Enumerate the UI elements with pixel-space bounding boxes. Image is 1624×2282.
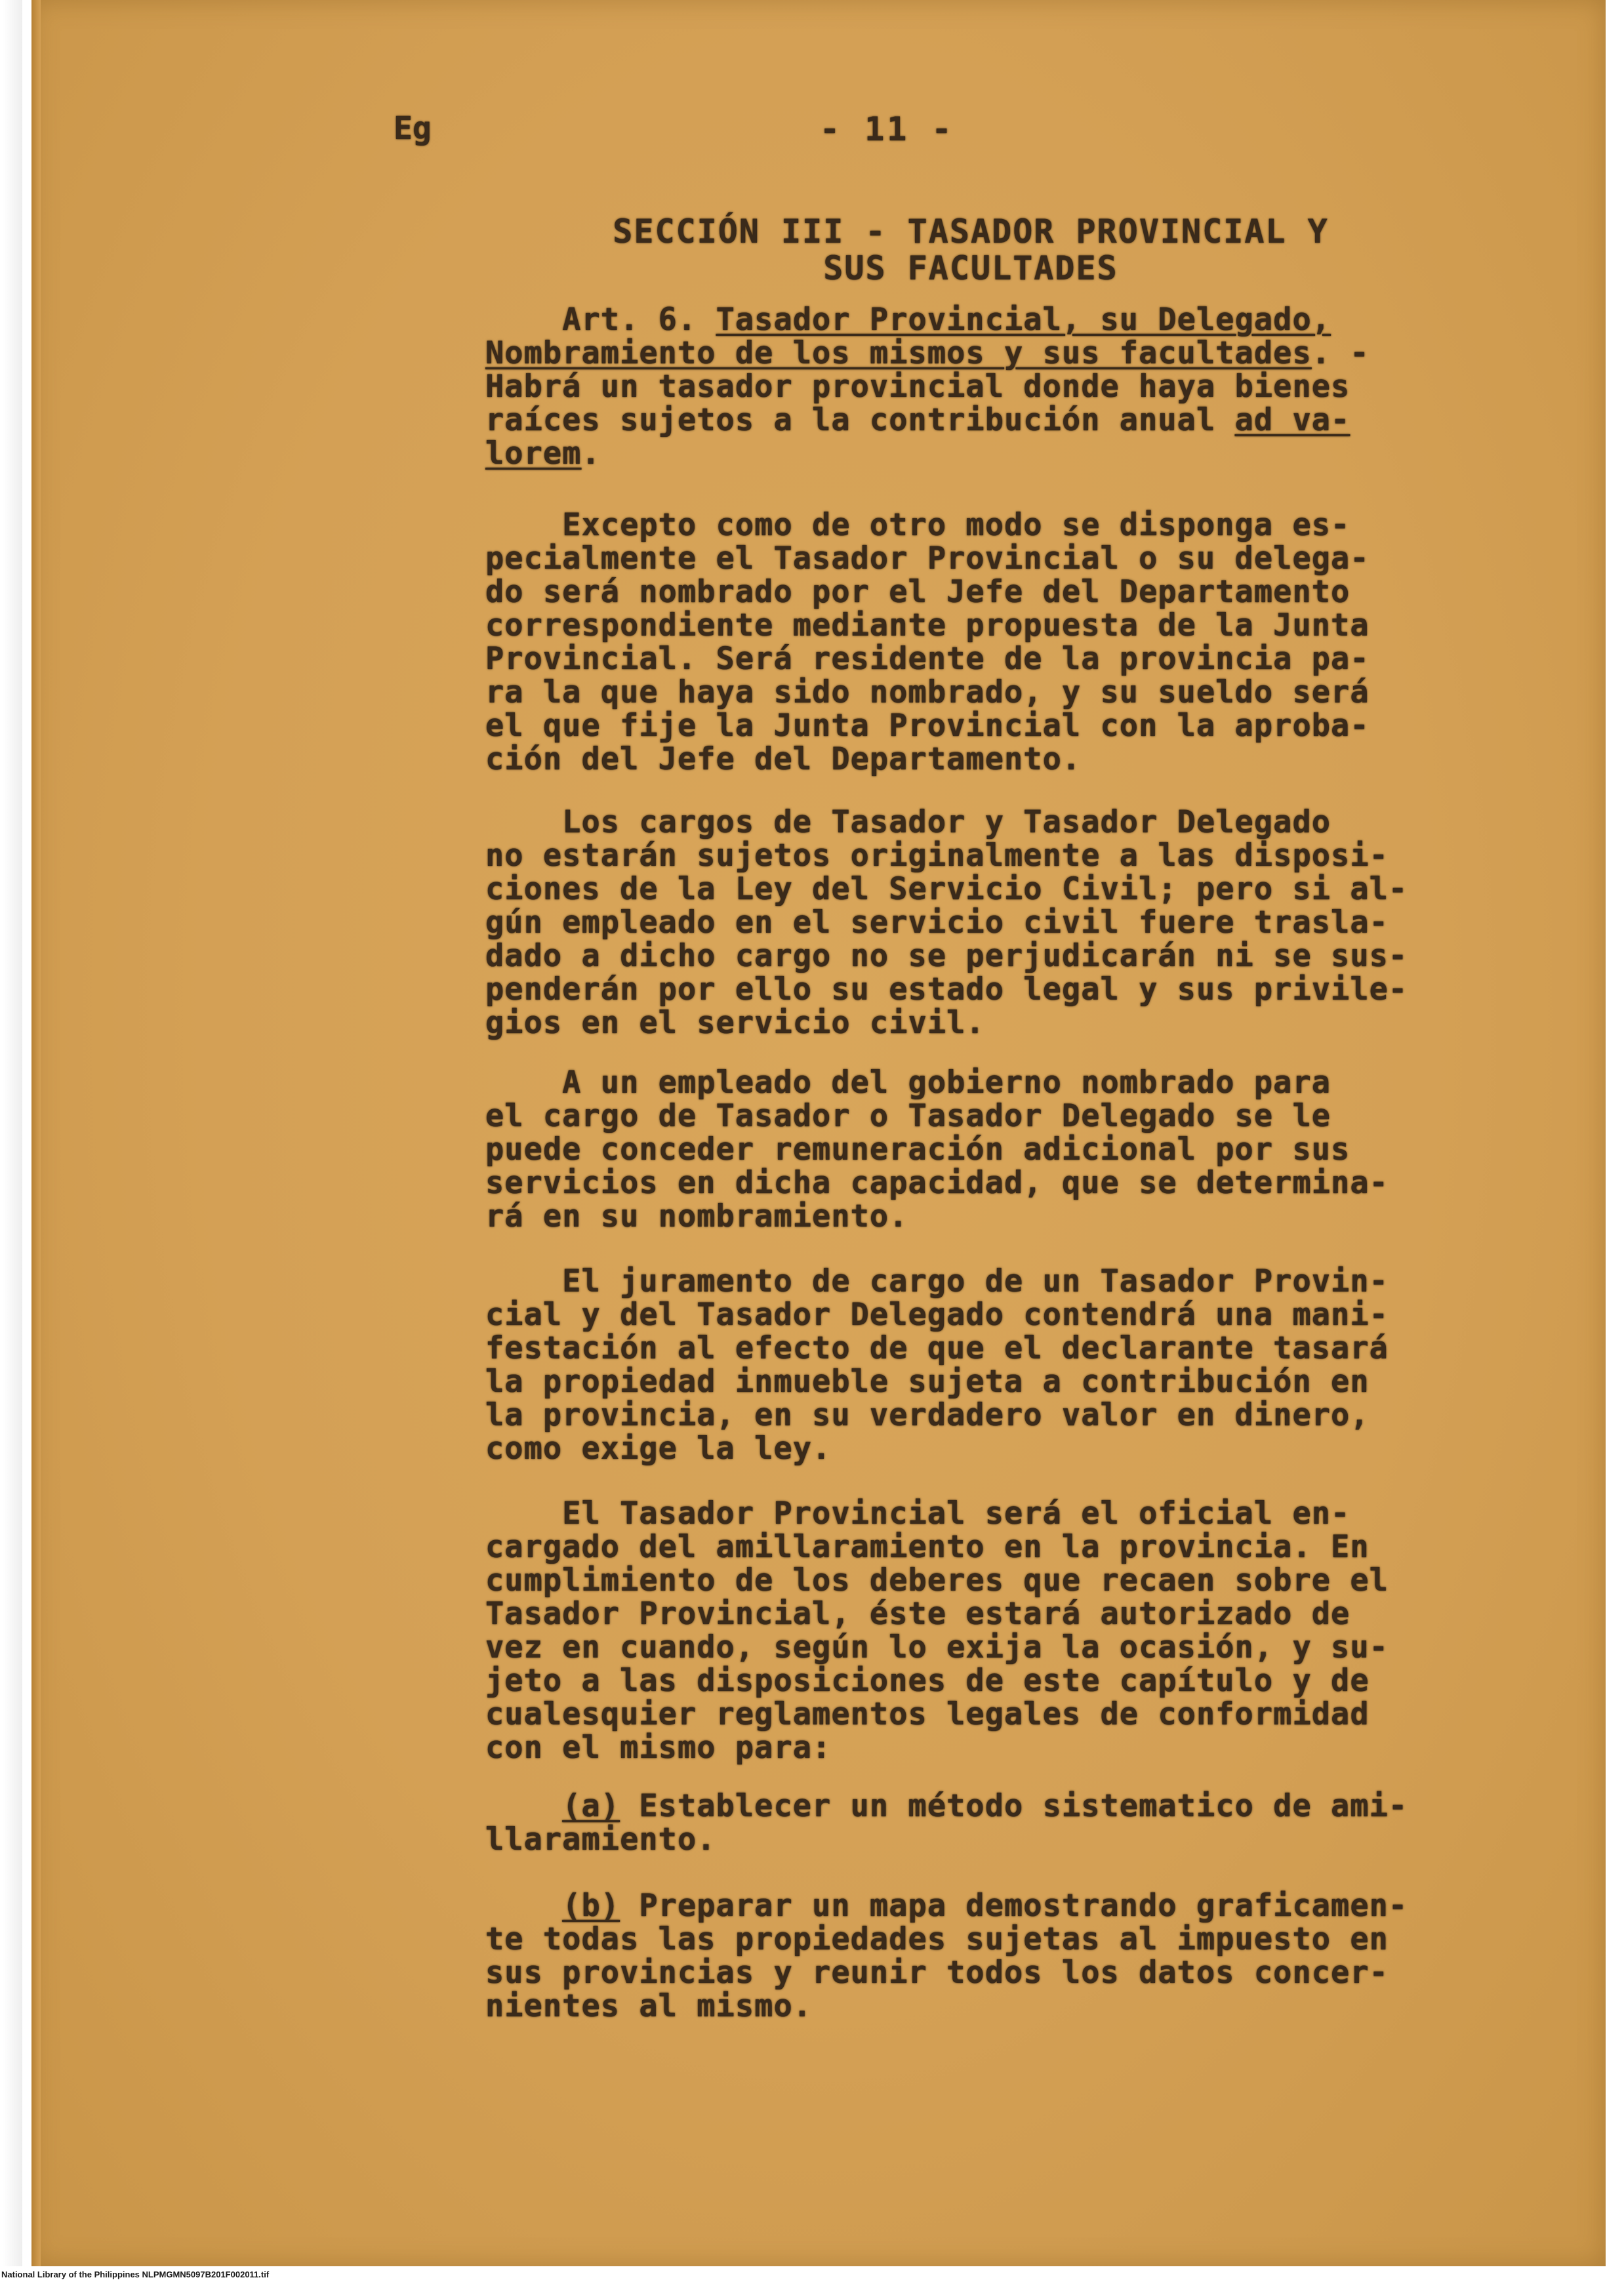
item-a-text: Establecer un método sistematico de ami-	[620, 1788, 1408, 1824]
item-a-line-1	[485, 1789, 1410, 1823]
paragraph-line: rá en su nombramiento.	[485, 1198, 908, 1234]
paragraph-line: cial y del Tasador Delegado contendrá una mani-	[485, 1297, 1389, 1333]
article-line-3: Habrá un tasador provincial donde haya bienes	[485, 369, 1350, 405]
paragraph-line: A un empleado del gobierno nombrado para	[485, 1065, 1331, 1101]
paragraph-line: cumplimiento de los deberes que recaen sobre el	[485, 1562, 1389, 1599]
paragraph-line: Tasador Provincial, éste estará autorizado de	[485, 1596, 1350, 1632]
paper-edge	[31, 0, 41, 2266]
paragraph-line: la provincia, en su verdadero valor en dinero,	[485, 1397, 1370, 1433]
paragraph-line: do será nombrado por el Jefe del Departamento	[485, 574, 1350, 610]
paragraph-line: ción del Jefe del Departamento.	[485, 741, 1082, 777]
paragraph-line: correspondiente mediante propuesta de la Junta	[485, 607, 1370, 643]
paragraph-line: dado a dicho cargo no se perjudicarán ni se sus-	[485, 938, 1408, 974]
item-a-line-2: llaramiento.	[485, 1822, 716, 1858]
paragraph-line: Provincial. Será residente de la provincia pa-	[485, 641, 1370, 677]
item-b-marker: (b)	[562, 1888, 620, 1924]
paragraph-line: festación al efecto de que el declarante tasará	[485, 1330, 1389, 1366]
paragraph-line: no estarán sujetos originalmente a las disposi-	[485, 838, 1389, 874]
paragraph-line: la propiedad inmueble sujeta a contribución en	[485, 1364, 1370, 1400]
section-title-line-2: SUS FACULTADES	[823, 249, 1118, 287]
article-line-5	[485, 437, 1410, 470]
article-ad-valorem-1: ad va-	[1234, 402, 1350, 438]
paragraph-4	[485, 1265, 1410, 1465]
article-ad-valorem-2: lorem	[485, 436, 582, 472]
article-lead: Art. 6.	[562, 302, 716, 338]
paragraph-line: pecialmente el Tasador Provincial o su delega-	[485, 540, 1370, 577]
item-b-line-2: te todas las propiedades sujetas al impuesto en	[485, 1921, 1389, 1957]
page-number: - 11 -	[820, 110, 954, 148]
paragraph-line: con el mismo para:	[485, 1730, 832, 1766]
paragraph-line: gios en el servicio civil.	[485, 1005, 985, 1041]
paragraph-line: ra la que haya sido nombrado, y su sueldo será	[485, 674, 1370, 710]
paragraph-1	[485, 508, 1410, 776]
scan-footer: National Library of the Philippines NLPMGMN5097B201F002011.tif	[1, 2270, 270, 2279]
item-b-line-4: nientes al mismo.	[485, 1988, 813, 2024]
paragraph-line: puede conceder remuneración adicional por sus	[485, 1131, 1350, 1168]
paragraph-line: jeto a las disposiciones de este capítulo y de	[485, 1663, 1370, 1699]
section-title	[577, 213, 1364, 287]
item-b-text: Preparar un mapa demostrando graficamen-	[620, 1888, 1408, 1924]
article-line-4a: raíces sujetos a la contribución anual	[485, 402, 1235, 438]
paragraph-line: cualesquier reglamentos legales de conformidad	[485, 1696, 1370, 1732]
item-a-marker: (a)	[562, 1788, 620, 1824]
paragraph-line: El juramento de cargo de un Tasador Provin-	[485, 1263, 1389, 1299]
article-line-4	[485, 403, 1410, 437]
article-heading-part-2: Nombramiento de los mismos y sus facultades	[485, 335, 1312, 371]
paragraph-line: ciones de la Ley del Servicio Civil; pero si al-	[485, 871, 1408, 907]
article-heading-end: . -	[1311, 335, 1370, 371]
item-b	[485, 1889, 1410, 2023]
article-heading-part-1: Tasador Provincial, su Delegado,	[716, 302, 1331, 338]
article-line-5-end: .	[581, 436, 601, 472]
article-line-1	[485, 303, 1410, 336]
scan-border	[3, 0, 22, 2266]
paragraph-line: el cargo de Tasador o Tasador Delegado se le	[485, 1098, 1331, 1134]
item-b-line-1	[485, 1889, 1410, 1923]
header-code: Eg	[394, 110, 432, 147]
paragraph-line: cargado del amillaramiento en la provincia. En	[485, 1529, 1370, 1565]
paragraph-line: servicios en dicha capacidad, que se determina-	[485, 1165, 1389, 1201]
paragraph-line: vez en cuando, según lo exija la ocasión, y su-	[485, 1629, 1389, 1665]
item-b-line-3: sus provincias y reunir todos los datos concer-	[485, 1955, 1389, 1991]
article-line-2	[485, 336, 1410, 370]
paragraph-line: Los cargos de Tasador y Tasador Delegado	[485, 804, 1331, 840]
section-title-line-1: SECCIÓN III - TASADOR PROVINCIAL Y	[613, 213, 1329, 251]
item-a	[485, 1789, 1410, 1856]
article-6-heading	[485, 303, 1410, 470]
paragraph-line: el que fije la Junta Provincial con la aproba-	[485, 708, 1370, 744]
paragraph-5	[485, 1497, 1410, 1764]
paragraph-line: gún empleado en el servicio civil fuere trasla-	[485, 905, 1389, 941]
paragraph-line: penderán por ello su estado legal y sus privile-	[485, 971, 1408, 1008]
paragraph-2	[485, 805, 1410, 1040]
paragraph-line: como exige la ley.	[485, 1431, 832, 1467]
paragraph-line: Excepto como de otro modo se disponga es-	[485, 507, 1350, 543]
paragraph-3	[485, 1066, 1410, 1233]
paragraph-line: El Tasador Provincial será el oficial en-	[485, 1496, 1350, 1532]
